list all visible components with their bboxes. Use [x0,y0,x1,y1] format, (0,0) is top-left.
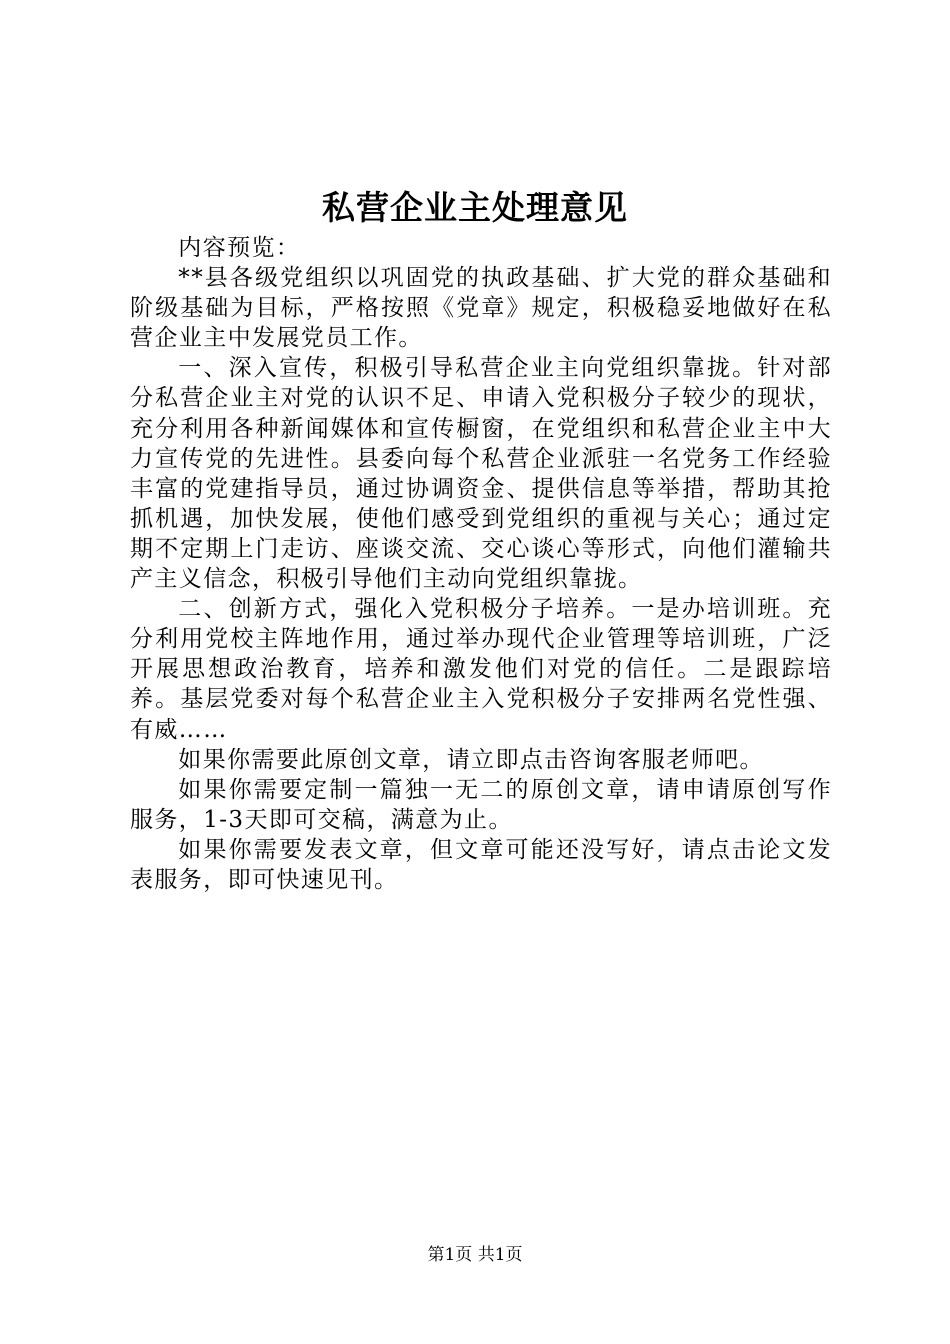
document-body [130,233,832,895]
paragraph-section-two: 二、创新方式，强化入党积极分子培养。一是办培训班。充分利用党校主阵地作用，通过举办现代企业管理等培训班，广泛开展思想政治教育，培养和激发他们对党的信任。二是跟踪培养。基层党委对每个私营企业主入党积极分子安排两名党性强、有威…… [130,596,832,743]
page-footer: 第1页 共1页 [427,1245,523,1265]
paragraph-consult-notice: 如果你需要此原创文章，请立即点击咨询客服老师吧。 [178,746,764,773]
paragraph-publish-notice: 如果你需要发表文章，但文章可能还没写好，请点击论文发表服务，即可快速见刊。 [130,836,832,893]
document-title: 私营企业主处理意见 [322,188,628,227]
paragraph-section-one: 一、深入宣传，积极引导私营企业主向党组织靠拢。针对部分私营企业主对党的认识不足、申请入党积极分子较少的现状，充分利用各种新闻媒体和宣传橱窗，在党组织和私营企业主中大力宣传党的先进性。县委向每个私营企业派驻一名党务工作经验丰富的党建指导员，通过协调资金、提供信息等举措，帮助其抢抓机遇，加快发展，使他们感受到党组织的重视与关心；通过定期不定期上门走访、座谈交流、交心谈心等形式，向他们灌输共产主义信念，积极引导他们主动向党组织靠拢。 [130,355,832,593]
paragraph-intro: **县各级党组织以巩固党的执政基础、扩大党的群众基础和阶级基础为目标，严格按照《党章》规定，积极稳妥地做好在私营企业主中发展党员工作。 [130,265,832,352]
paragraph-custom-writing-notice: 如果你需要定制一篇独一无二的原创文章，请申请原创写作服务，1-3天即可交稿，满意为止。 [130,776,832,833]
preview-label: 内容预览： [178,235,301,261]
